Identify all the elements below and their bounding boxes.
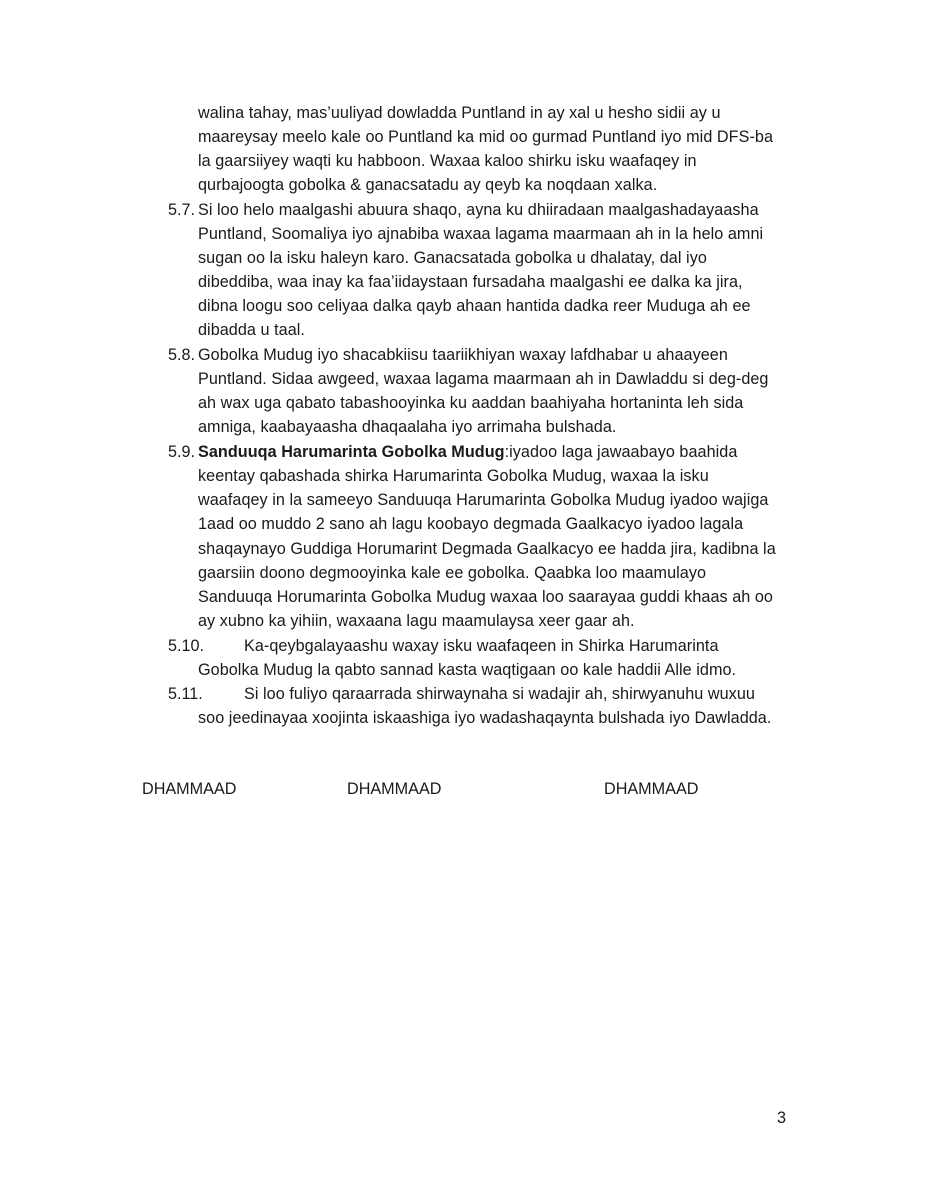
- item-5-11-line: Si loo fuliyo qaraarrada shirwaynaha si wadajir ah, shirwyanuhu wuxuu: [244, 685, 755, 703]
- item-5-8-line: Gobolka Mudug iyo shacabkiisu taariikhiyan waxay lafdhabar u ahaayeen: [198, 346, 728, 364]
- item-number-5-8: 5.8.: [168, 346, 196, 364]
- item-5-7-line: Puntland, Soomaliya iyo ajnabiba waxaa lagama maarmaan ah in la helo amni: [198, 225, 764, 243]
- item-5-10-line: Gobolka Mudug la qabto sannad kasta waqtigaan oo kale haddii Alle idmo.: [198, 661, 737, 679]
- item-number-5-11: 5.11.: [168, 685, 203, 703]
- item-5-8-line: ah wax uga qabato tabashooyinka ku aaddan baahiyaha hortaninta leh sida: [198, 394, 744, 412]
- intro-line: qurbajoogta gobolka & ganacsatadu ay qeyb ka noqdaan xalka.: [198, 176, 658, 194]
- item-5-8-line: amniga, kaabayaasha dhaqaalaha iyo arrimaha bulshada.: [198, 418, 617, 436]
- item-5-9-line: gaarsiin doono degmooyinka kale ee gobolka. Qaabka loo maamulayo: [198, 564, 707, 582]
- item-5-9-heading: Sanduuqa Harumarinta Gobolka Mudug: [198, 443, 505, 461]
- item-5-7-line: sugan oo la isku haleyn karo. Ganacsatada gobolka u dhalatay, dal iyo: [198, 249, 707, 267]
- intro-line: maareysay meelo kale oo Puntland ka mid oo gurmad Puntland iyo mid DFS-ba: [198, 128, 774, 146]
- item-5-8-line: Puntland. Sidaa awgeed, waxaa lagama maarmaan ah in Dawladdu si deg-deg: [198, 370, 769, 388]
- item-5-9-first-line: [198, 440, 737, 464]
- item-number-5-9: 5.9.: [168, 443, 196, 461]
- item-5-9-line: shaqaynayo Guddiga Horumarint Degmada Gaalkacyo ee hadda jira, kadibna la: [198, 540, 776, 558]
- item-5-10-line: Ka-qeybgalayaashu waxay isku waafaqeen in Shirka Harumarinta: [244, 637, 719, 655]
- item-5-7-line: dibna loogu soo celiyaa dalka qayb ahaan hantida dadka reer Muduga ah ee: [198, 297, 751, 315]
- page-number: 3: [777, 1109, 787, 1127]
- item-5-9-line: keentay qabashada shirka Harumarinta Gobolka Mudug, waxaa la isku: [198, 467, 709, 485]
- item-5-9-line: 1aad oo muddo 2 sano ah lagu koobayo degmada Gaalkacyo iyadoo lagala: [198, 515, 744, 533]
- intro-line: walina tahay, mas’uuliyad dowladda Puntland in ay xal u hesho sidii ay u: [198, 104, 721, 122]
- item-5-7-line: dibeddiba, waa inay ka faa’iidaystaan fursadaha maalgashi ee dalka ka jira,: [198, 273, 743, 291]
- item-number-5-10: 5.10.: [168, 637, 205, 655]
- item-5-9-line: waafaqey in la sameeyo Sanduuqa Harumarinta Gobolka Mudug iyadoo wajiga: [198, 491, 769, 509]
- item-5-7-line: dibadda u taal.: [198, 321, 305, 339]
- item-5-7-line: Si loo helo maalgashi abuura shaqo, ayna ku dhiiradaan maalgashadayaasha: [198, 201, 759, 219]
- footer-end-marker: DHAMMAAD: [347, 780, 442, 798]
- intro-line: la gaarsiiyey waqti ku habboon. Waxaa kaloo shirku isku waafaqey in: [198, 152, 697, 170]
- item-5-9-line: Sanduuqa Horumarinta Gobolka Mudug waxaa loo saarayaa guddi khaas ah oo: [198, 588, 773, 606]
- footer-end-marker: DHAMMAAD: [604, 780, 699, 798]
- footer-end-marker: DHAMMAAD: [142, 780, 237, 798]
- item-5-9-line: ay xubno ka yihiin, waxaana lagu maamulaysa xeer gaar ah.: [198, 612, 635, 630]
- item-number-5-7: 5.7.: [168, 201, 196, 219]
- item-5-11-line: soo jeedinayaa xoojinta iskaashiga iyo wadashaqaynta bulshada iyo Dawladda.: [198, 709, 772, 727]
- item-5-9-first-line-rest: :iyadoo laga jawaabayo baahida: [504, 443, 738, 461]
